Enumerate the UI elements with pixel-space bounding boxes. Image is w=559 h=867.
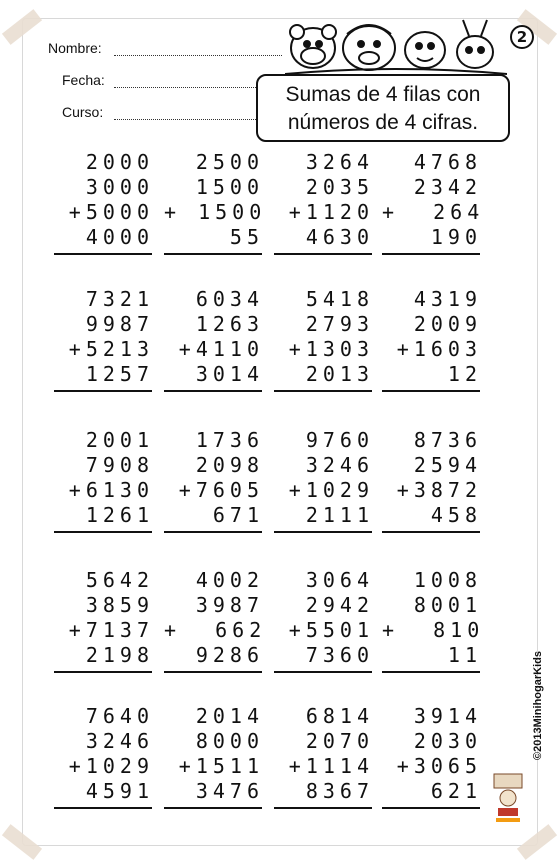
date-field[interactable] <box>62 72 105 88</box>
addition-problem <box>382 704 482 809</box>
addend-4: 3014 <box>195 362 264 386</box>
addend-1: 4002 <box>195 568 264 592</box>
sum-line <box>164 671 262 673</box>
addend-2: 3859 <box>85 593 154 617</box>
sum-line <box>382 390 480 392</box>
addend-1: 2500 <box>195 150 264 174</box>
addition-problem <box>382 568 485 673</box>
sum-line <box>274 390 372 392</box>
addend-4: 12 <box>447 362 482 386</box>
addend-4: 671 <box>212 503 264 527</box>
sum-line <box>54 253 152 255</box>
addend-3: +5000 <box>68 200 154 224</box>
addition-problem <box>54 287 154 392</box>
addend-1: 5642 <box>85 568 154 592</box>
addend-4: 11 <box>447 643 482 667</box>
addend-4: 9286 <box>195 643 264 667</box>
addend-1: 4768 <box>413 150 482 174</box>
addend-1: 7321 <box>85 287 154 311</box>
addend-4: 7360 <box>305 643 374 667</box>
sum-line <box>274 671 372 673</box>
name-field[interactable] <box>48 40 102 56</box>
sum-line <box>382 531 480 533</box>
addend-3: +3065 <box>396 754 482 778</box>
addition-problem <box>54 568 154 673</box>
course-label: Curso: <box>62 104 104 120</box>
addend-1: 1736 <box>195 428 264 452</box>
sum-line <box>164 390 262 392</box>
worksheet-title <box>256 74 510 142</box>
addend-1: 3914 <box>413 704 482 728</box>
addend-2: 2035 <box>305 175 374 199</box>
logo-icon <box>488 770 528 828</box>
addition-problem <box>274 568 374 673</box>
addend-3: +1511 <box>178 754 264 778</box>
addend-2: 8001 <box>413 593 482 617</box>
addend-3: +7605 <box>178 478 264 502</box>
addend-1: 4319 <box>413 287 482 311</box>
sum-line <box>54 531 152 533</box>
addend-2: 3246 <box>305 453 374 477</box>
addend-4: 2111 <box>305 503 374 527</box>
addend-3: + 1500 <box>164 200 267 224</box>
addend-2: 2594 <box>413 453 482 477</box>
addend-1: 6814 <box>305 704 374 728</box>
sum-line <box>382 253 480 255</box>
addend-4: 4000 <box>85 225 154 249</box>
addend-1: 8736 <box>413 428 482 452</box>
sum-line <box>54 807 152 809</box>
addend-3: +7137 <box>68 618 154 642</box>
sum-line <box>164 531 262 533</box>
name-line[interactable] <box>114 41 282 56</box>
addend-1: 7640 <box>85 704 154 728</box>
sum-line <box>164 253 262 255</box>
addition-problem <box>274 150 374 255</box>
addend-4: 2198 <box>85 643 154 667</box>
addend-3: +6130 <box>68 478 154 502</box>
addend-3: +1029 <box>68 754 154 778</box>
addend-3: +5501 <box>288 618 374 642</box>
addition-problem <box>382 287 482 392</box>
addition-problem <box>382 150 485 255</box>
addend-1: 6034 <box>195 287 264 311</box>
addend-2: 3246 <box>85 729 154 753</box>
sum-line <box>54 671 152 673</box>
addend-2: 2098 <box>195 453 264 477</box>
addend-3: +1029 <box>288 478 374 502</box>
addend-2: 2342 <box>413 175 482 199</box>
sum-line <box>274 531 372 533</box>
addition-problem <box>274 428 374 533</box>
addend-2: 2070 <box>305 729 374 753</box>
addend-2: 2942 <box>305 593 374 617</box>
addend-2: 7908 <box>85 453 154 477</box>
sum-line <box>274 807 372 809</box>
addend-3: +3872 <box>396 478 482 502</box>
page-number-badge: 2 <box>510 25 534 49</box>
addend-4: 3476 <box>195 779 264 803</box>
copyright-text: ©2013MinihogarKids <box>532 651 544 760</box>
addend-1: 3064 <box>305 568 374 592</box>
sum-line <box>164 807 262 809</box>
addend-3: + 810 <box>382 618 485 642</box>
addition-problem <box>54 428 154 533</box>
addend-3: +1114 <box>288 754 374 778</box>
addend-3: + 662 <box>164 618 267 642</box>
addend-3: +4110 <box>178 337 264 361</box>
addend-3: + 264 <box>382 200 485 224</box>
addend-4: 1257 <box>85 362 154 386</box>
addition-problem <box>274 287 374 392</box>
addend-2: 3000 <box>85 175 154 199</box>
addend-4: 4630 <box>305 225 374 249</box>
sum-line <box>274 253 372 255</box>
addend-4: 1261 <box>85 503 154 527</box>
sum-line <box>382 671 480 673</box>
addition-problem <box>54 150 154 255</box>
addition-problem <box>164 704 264 809</box>
addend-4: 8367 <box>305 779 374 803</box>
addend-4: 2013 <box>305 362 374 386</box>
addend-1: 1008 <box>413 568 482 592</box>
addend-1: 9760 <box>305 428 374 452</box>
addend-2: 8000 <box>195 729 264 753</box>
addend-2: 1500 <box>195 175 264 199</box>
addition-problem <box>382 428 482 533</box>
course-field[interactable] <box>62 104 103 120</box>
addend-1: 5418 <box>305 287 374 311</box>
sum-line <box>54 390 152 392</box>
name-label: Nombre: <box>48 40 102 56</box>
addend-2: 1263 <box>195 312 264 336</box>
addition-problem <box>164 568 267 673</box>
addition-problem <box>164 287 264 392</box>
addend-2: 2009 <box>413 312 482 336</box>
addition-problem <box>164 428 264 533</box>
addend-1: 2014 <box>195 704 264 728</box>
addend-1: 2000 <box>85 150 154 174</box>
addend-1: 2001 <box>85 428 154 452</box>
addition-problem <box>164 150 267 255</box>
addend-1: 3264 <box>305 150 374 174</box>
addition-problem <box>54 704 154 809</box>
date-label: Fecha: <box>62 72 105 88</box>
animals-icon <box>285 14 507 78</box>
addend-3: +1603 <box>396 337 482 361</box>
addend-2: 2030 <box>413 729 482 753</box>
addend-4: 621 <box>430 779 482 803</box>
addend-3: +1120 <box>288 200 374 224</box>
addend-3: +1303 <box>288 337 374 361</box>
addition-problem <box>274 704 374 809</box>
addend-2: 2793 <box>305 312 374 336</box>
addend-2: 3987 <box>195 593 264 617</box>
addend-2: 9987 <box>85 312 154 336</box>
sum-line <box>382 807 480 809</box>
addend-4: 4591 <box>85 779 154 803</box>
title-line-2: números de 4 cifras. <box>287 111 479 134</box>
addend-4: 458 <box>430 503 482 527</box>
addend-4: 190 <box>430 225 482 249</box>
title-line-1: Sumas de 4 filas con <box>285 83 481 106</box>
addend-4: 55 <box>229 225 264 249</box>
addend-3: +5213 <box>68 337 154 361</box>
